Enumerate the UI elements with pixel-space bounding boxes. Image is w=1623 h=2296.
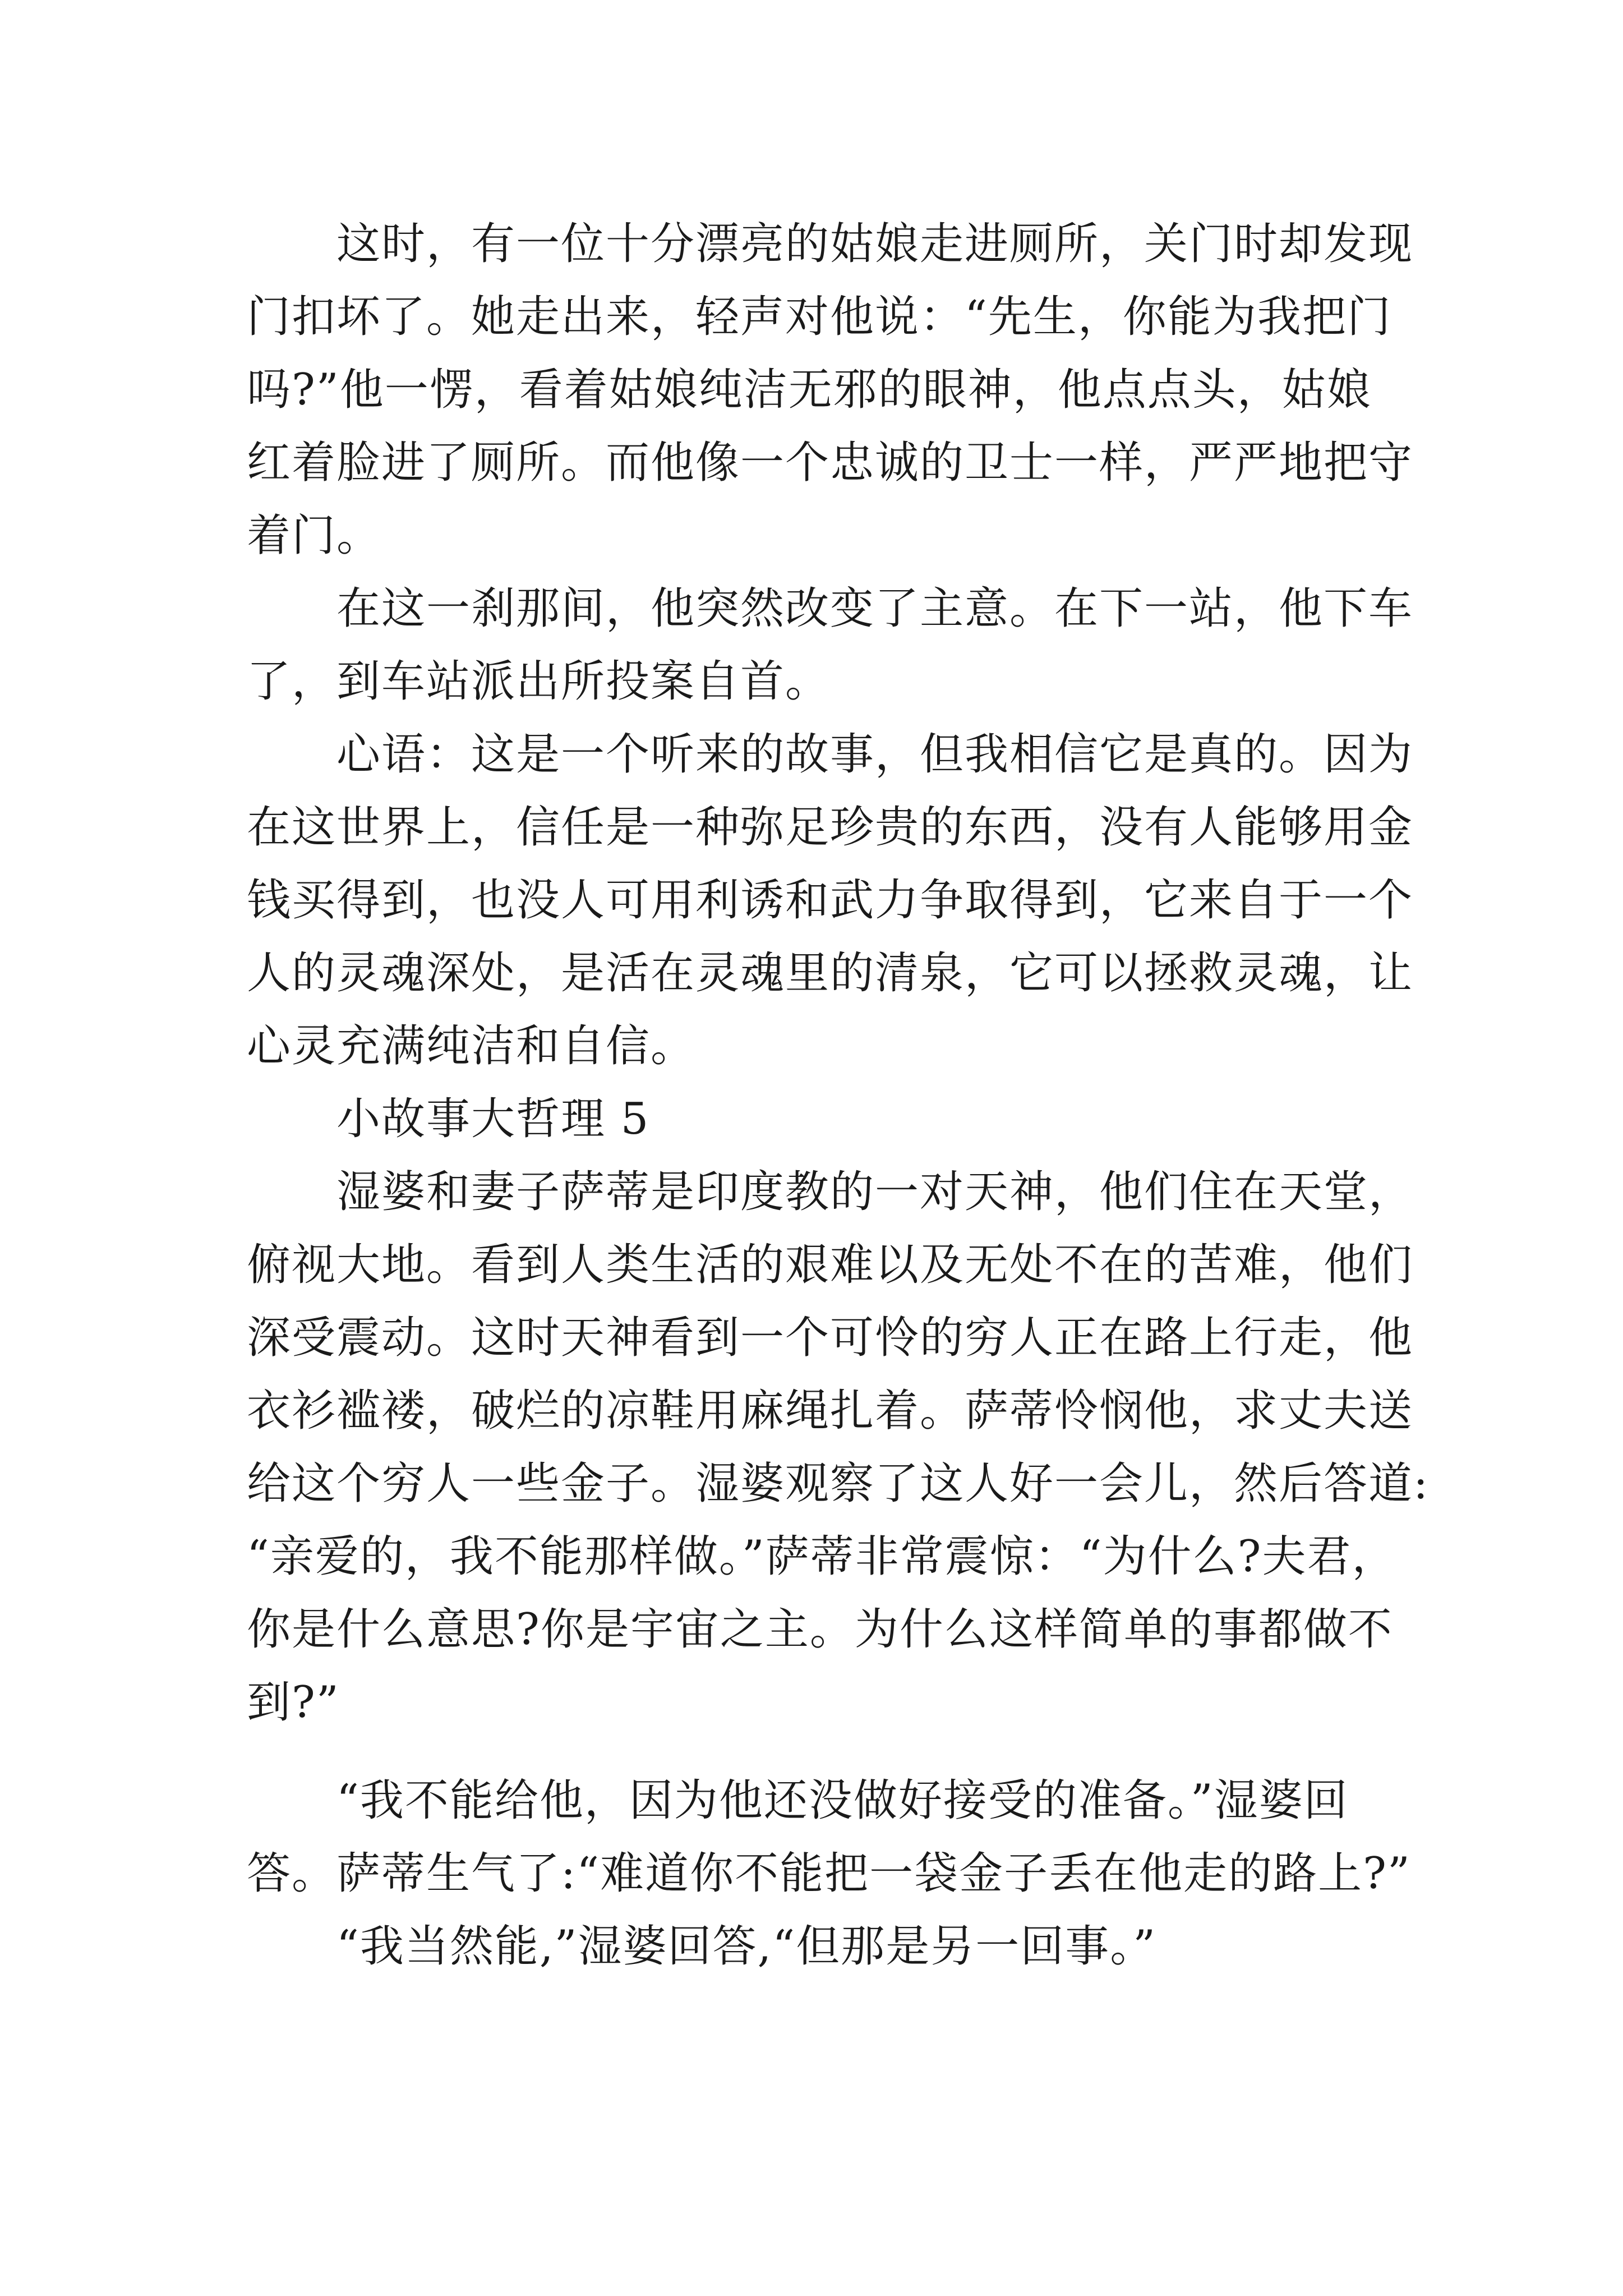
- text-line: 湿婆和妻子萨蒂是印度教的一对天神，他们住在天堂，: [336, 1167, 1414, 1217]
- text-line: 门扣坏了。她走出来，轻声对他说：“先生，你能为我把门: [247, 292, 1392, 342]
- text-line: 给这个穷人一些金子。湿婆观察了这人好一会儿，然后答道:: [247, 1458, 1430, 1509]
- text-line: 在这一刹那间，他突然改变了主意。在下一站，他下车: [336, 583, 1414, 634]
- text-line: 这时，有一位十分漂亮的姑娘走进厕所，关门时却发现: [336, 219, 1414, 269]
- text-line: 到?”: [247, 1677, 340, 1728]
- text-line: 衣衫褴褛，破烂的凉鞋用麻绳扎着。萨蒂怜悯他，求丈夫送: [247, 1386, 1414, 1436]
- text-line: 你是什么意思?你是宇宙之主。为什么这样简单的事都做不: [247, 1604, 1393, 1655]
- text-line: 在这世界上，信任是一种弥足珍贵的东西，没有人能够用金: [247, 802, 1414, 853]
- section-heading: 小故事大哲理 5: [336, 1094, 650, 1144]
- text-line: 了，到车站派出所投案自首。: [247, 656, 831, 707]
- text-line: 心语：这是一个听来的故事，但我相信它是真的。因为: [336, 729, 1414, 780]
- text-line: 钱买得到，也没人可用利诱和武力争取得到，它来自于一个: [247, 875, 1414, 926]
- text-line: 深受震动。这时天神看到一个可怜的穷人正在路上行走，他: [247, 1313, 1414, 1363]
- text-line: 俯视大地。看到人类生活的艰难以及无处不在的苦难，他们: [247, 1240, 1414, 1290]
- text-line: “我当然能,”湿婆回答,“但那是另一回事。”: [336, 1921, 1157, 1972]
- text-line: 红着脸进了厕所。而他像一个忠诚的卫士一样，严严地把守: [247, 438, 1414, 488]
- text-line: 着门。: [247, 510, 382, 561]
- text-line: “我不能给他，因为他还没做好接受的准备。”湿婆回: [336, 1775, 1349, 1826]
- text-line: 心灵充满纯洁和自信。: [247, 1021, 696, 1071]
- text-line: “亲爱的，我不能那样做。”萨蒂非常震惊：“为什么?夫君，: [247, 1531, 1397, 1582]
- text-line: 吗?”他一愣，看着姑娘纯洁无邪的眼神，他点点头，姑娘: [247, 365, 1372, 415]
- text-line: 人的灵魂深处，是活在灵魂里的清泉，它可以拯救灵魂，让: [247, 948, 1414, 999]
- text-line: 答。萨蒂生气了:“难道你不能把一袋金子丢在他走的路上?”: [247, 1848, 1411, 1899]
